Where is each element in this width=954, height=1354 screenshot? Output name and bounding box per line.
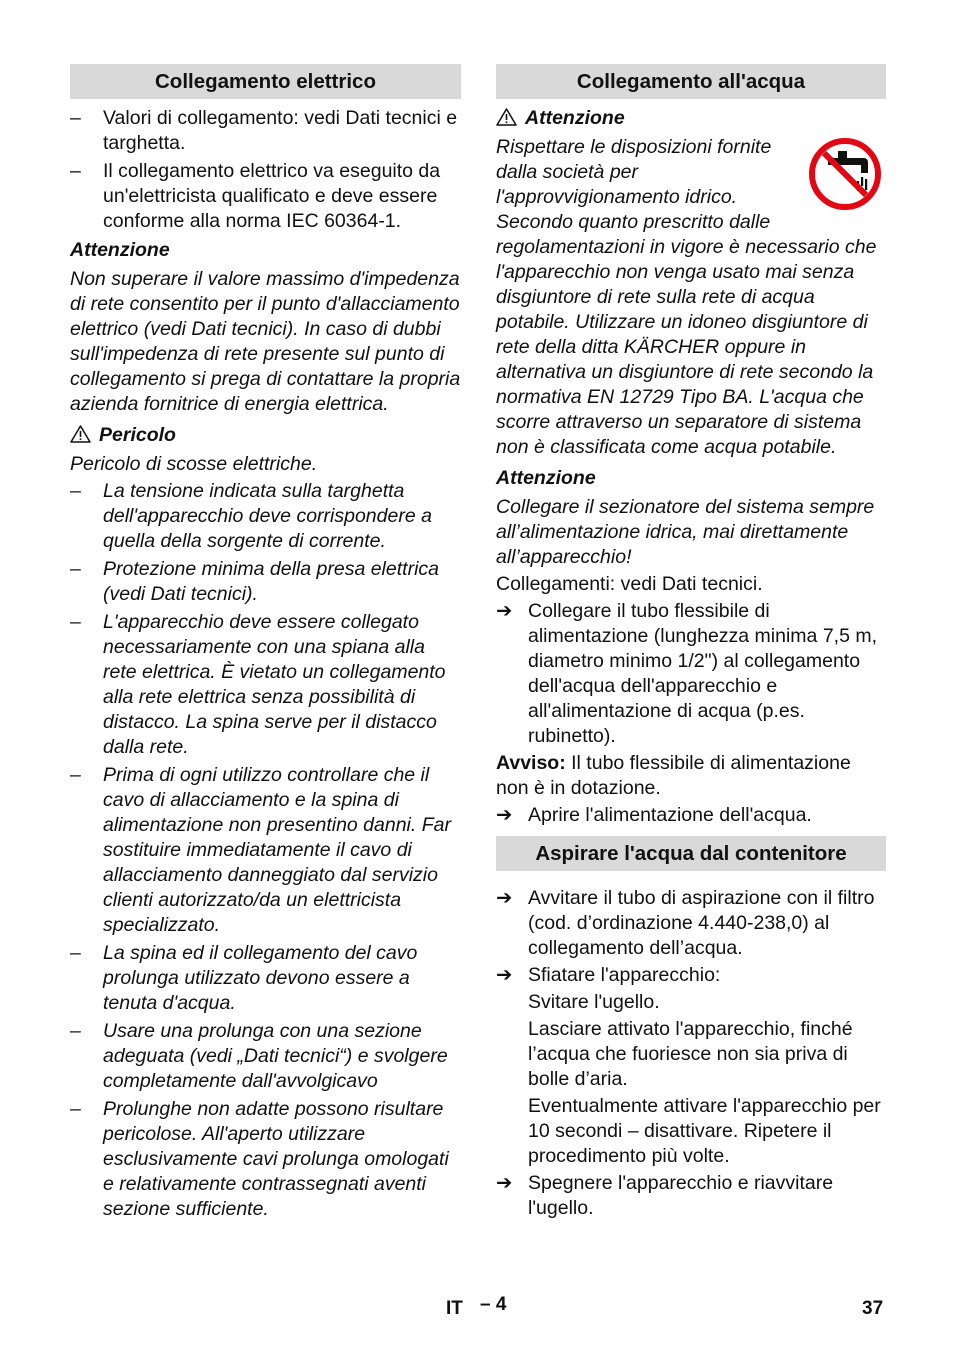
step-item: ➔ Avvitare il tubo di aspirazione con il filtro (cod. d’ordinazione 4.440-238,0) al collegamento dell’acqua.: [496, 887, 875, 959]
list-item: – La spina ed il collegamento del cavo prolunga utilizzato devono essere a tenuta d'acqua.: [70, 941, 461, 1016]
danger-title: Pericolo: [99, 424, 176, 446]
step-item: ➔ Spegnere l'apparecchio e riavvitare l'ugello.: [496, 1172, 834, 1219]
warning-triangle-icon: [496, 108, 517, 126]
footer-section-page: – 4: [480, 1294, 507, 1315]
attention1-title: Attenzione: [525, 107, 625, 129]
arrow-right-icon: ➔: [496, 804, 513, 826]
notice-label: Avviso:: [496, 752, 566, 774]
substep: Eventualmente attivare l'apparecchio per 10 secondi – disattivare. Ripetere il procedimento più volte.: [528, 1095, 881, 1167]
attention1-text: Rispettare le disposizioni fornite dalla società per l'approvvigionamento idrico. Secondo quanto prescritto dalle regolamentazioni in vigore è necessario che l'apparecchio non venga usato mai senza disgiuntore di rete sulla rete di acqua potabile. Utilizzare un idoneo disgiuntore di rete della ditta KÄRCHER oppure in alternativa un disgiuntore di rete secondo la normativa EN 12729 Tipo BA. L'acqua che scorre attraverso un separatore di sistema non è classificata come acqua potabile.: [496, 136, 877, 458]
arrow-right-icon: ➔: [496, 964, 513, 986]
connections-text: Collegamenti: vedi Dati tecnici.: [496, 573, 763, 595]
list-item: – Protezione minima della presa elettrica (vedi Dati tecnici).: [70, 557, 461, 607]
step-item: ➔ Sfiatare l'apparecchio:: [496, 964, 721, 986]
attention2-title: Attenzione: [496, 467, 596, 489]
notice-text: Avviso: Il tubo flessibile di alimentazione non è in dotazione.: [496, 752, 851, 799]
list-item: – Il collegamento elettrico va eseguito da un'elettricista qualificato e deve essere conforme alla norma IEC 60364-1.: [70, 159, 461, 234]
footer-language: IT: [446, 1298, 463, 1319]
danger-intro: Pericolo di scosse elettriche.: [70, 453, 318, 475]
attention2-text: Collegare il sezionatore del sistema sempre all’alimentazione idrica, mai direttamente all’apparecchio!: [496, 496, 875, 568]
substep: Lasciare attivato l'apparecchio, finché l’acqua che fuoriesce non sia priva di bolle d’aria.: [528, 1018, 853, 1090]
list-item: – Usare una prolunga con una sezione adeguata (vedi „Dati tecnici“) e svolgere completamente dall'avvolgicavo: [70, 1019, 461, 1094]
right-column: [496, 64, 886, 1223]
arrow-right-icon: ➔: [496, 887, 513, 909]
no-drinking-water-icon: [808, 137, 882, 211]
attention1-heading: [496, 106, 886, 131]
danger-heading: [70, 423, 461, 448]
section-heading-suction: Aspirare l'acqua dal contenitore: [496, 836, 886, 871]
page-number: 37: [862, 1298, 884, 1319]
list-item: – Prolunghe non adatte possono risultare pericolose. All'aperto utilizzare esclusivamente cavi prolunga omologati e relativamente contrassegnati aventi sezione sufficiente.: [70, 1097, 461, 1222]
attention-text: Non superare il valore massimo d'impedenza di rete consentito per il punto d'allacciamento elettrico (vedi Dati tecnici). In caso di dubbi sull'impedenza di rete presente sul punto di collegamento si prega di contattare la propria azienda fornitrice di energia elettrica.: [70, 268, 461, 415]
warning-triangle-icon: [70, 425, 91, 443]
attention1-block: [496, 135, 886, 460]
list-item: – Prima di ogni utilizzo controllare che il cavo di allacciamento e la spina di alimentazione non presentino danni. Far sostituire immediatamente il cavo di allacciamento danneggiato dal servizio clienti autorizzato/da un elettricista specializzato.: [70, 763, 461, 938]
step-item: ➔ Collegare il tubo flessibile di alimentazione (lunghezza minima 7,5 m, diametro minimo 1/2") al collegamento dell'acqua dell'apparecchio e all'alimentazione di acqua (p.es. rubinetto).: [496, 600, 878, 747]
list-item: – L'apparecchio deve essere collegato necessariamente con una spiana alla rete elettrica. È vietato un collegamento alla rete elettrica senza possibilità di distacco. La spina serve per il distacco dalla rete.: [70, 610, 461, 760]
attention-title: Attenzione: [70, 239, 170, 261]
arrow-right-icon: ➔: [496, 600, 513, 622]
section-heading-water: Collegamento all'acqua: [496, 64, 886, 99]
list-item: – La tensione indicata sulla targhetta dell'apparecchio deve corrispondere a quella della sorgente di corrente.: [70, 479, 461, 554]
electrical-list: [70, 106, 461, 234]
left-column: [70, 64, 461, 1225]
list-item: – Valori di collegamento: vedi Dati tecnici e targhetta.: [70, 106, 461, 156]
section-heading-electrical: Collegamento elettrico: [70, 64, 461, 99]
danger-list: [70, 479, 461, 1222]
step-item: ➔ Aprire l'alimentazione dell'acqua.: [496, 804, 812, 826]
substep: Svitare l'ugello.: [528, 991, 660, 1013]
arrow-right-icon: ➔: [496, 1172, 513, 1194]
